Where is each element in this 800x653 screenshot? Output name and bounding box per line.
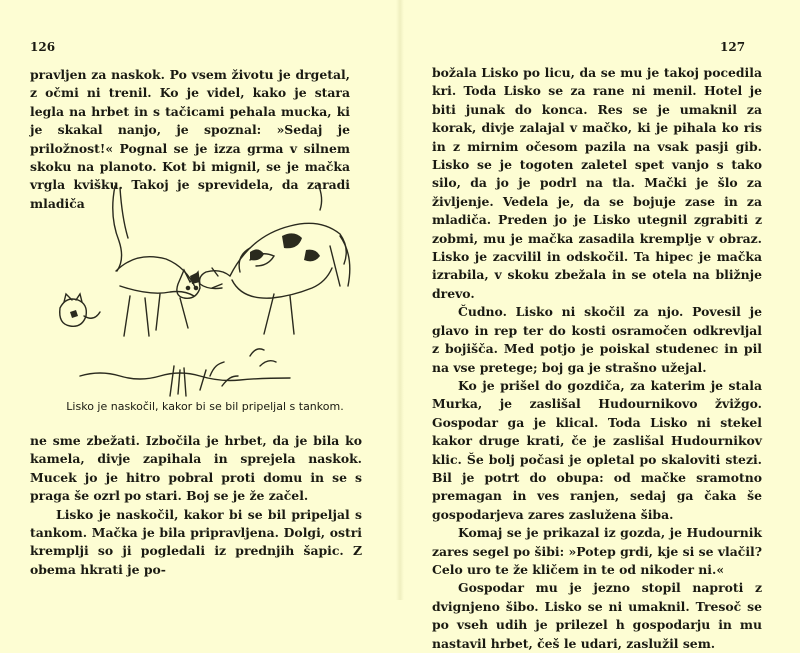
left-page-number: 126 (30, 40, 56, 54)
paragraph: Lisko je naskočil, kakor bi se bil pripeljal s tankom. Mačka je bila pripravljena. Dolgi, ostri kremplji so ji pogledali iz prednjih šapic. Z obema hkrati je po- (30, 506, 362, 577)
right-page-text (432, 64, 762, 653)
dog-cat-fight-illustration (50, 176, 360, 398)
paragraph: božala Lisko po licu, da se mu je takoj pocedila kri. Toda Lisko se za rane ni menil. Hotel je biti junak do konca. Res se je umaknil za korak, divje zalajal v mačko, ki je pihala ko ris in z mirnim očesom pazila na vsak pasji gib. Lisko se je togoten zaletel spet vanjo s tako silo, da jo je podrl na tla. Mački je šlo za življenje. Vedela je, da se bojuje zase in za mladiča. Preden jo je Lisko utegnil zgrabiti z zobmi, mu je mačka zasadila kremplje v obraz. Lisko je zacvilil in odskočil. Ta hipec je mačka izrabila, v skoku zbežala in se otela na bližnje drevo. (432, 65, 762, 301)
paragraph: ne sme zbežati. Izbočila je hrbet, da je bila ko kamela, divje zapihala in sprejela naskok. Mucek jo je hitro pobral proti domu in se s praga še ozrl po stari. Boj se je že začel. (30, 433, 362, 504)
right-page-number: 127 (720, 40, 746, 54)
book-gutter (396, 0, 404, 600)
left-page-bottom-text (30, 432, 362, 579)
illustration-caption: Lisko je naskočil, kakor bi se bil pripeljal s tankom. (66, 400, 344, 413)
paragraph: Komaj se je prikazal iz gozda, je Hudournik zares segel po šibi: »Potep grdi, kje si se vlačil? Celo uro te že kličem in te od nikoder ni.« (432, 525, 762, 577)
paragraph: Čudno. Lisko ni skočil za njo. Povesil je glavo in rep ter do kosti osramočen odkrevljal z bojišča. Med potjo je poiskal studenec in pil na vse pretege; boj ga je strašno užejal. (432, 304, 762, 375)
paragraph: pravljen za naskok. Po vsem životu je drgetal, z očmi ni trenil. Ko je videl, kako je stara legla na hrbet in s tačicami pehala mucka, ki je skakal nanjo, je spoznal: »Sedaj je priložnost!« Pognal se je izza grma v silnem skoku na planoto. Kot bi mignil, se je mačka vrgla kvišku. Takoj je sprevidela, da zaradi mladiča (30, 67, 350, 211)
paragraph: Ko je prišel do gozdiča, za katerim je stala Murka, je zaslišal Hudournikovo žvižgo. Gospodar ga je klical. Toda Lisko ni stekel kakor druge krati, če je zaslišal Hudournikov klic. Še bolj počasi je opletal po skaloviti stezi. Bil je potrt do obupa: od mačke sramotno premagan in ves ranjen, sedaj ga čaka še gospodarjeva zares zaslužena šiba. (432, 377, 762, 522)
paragraph: Gospodar mu je jezno stopil naproti z dvignjeno šibo. Lisko se ni umaknil. Tresoč se po vseh udih je prilezel h gospodarju in mu nastavil hrbet, češ le udari, zaslužil sem. (432, 580, 762, 651)
